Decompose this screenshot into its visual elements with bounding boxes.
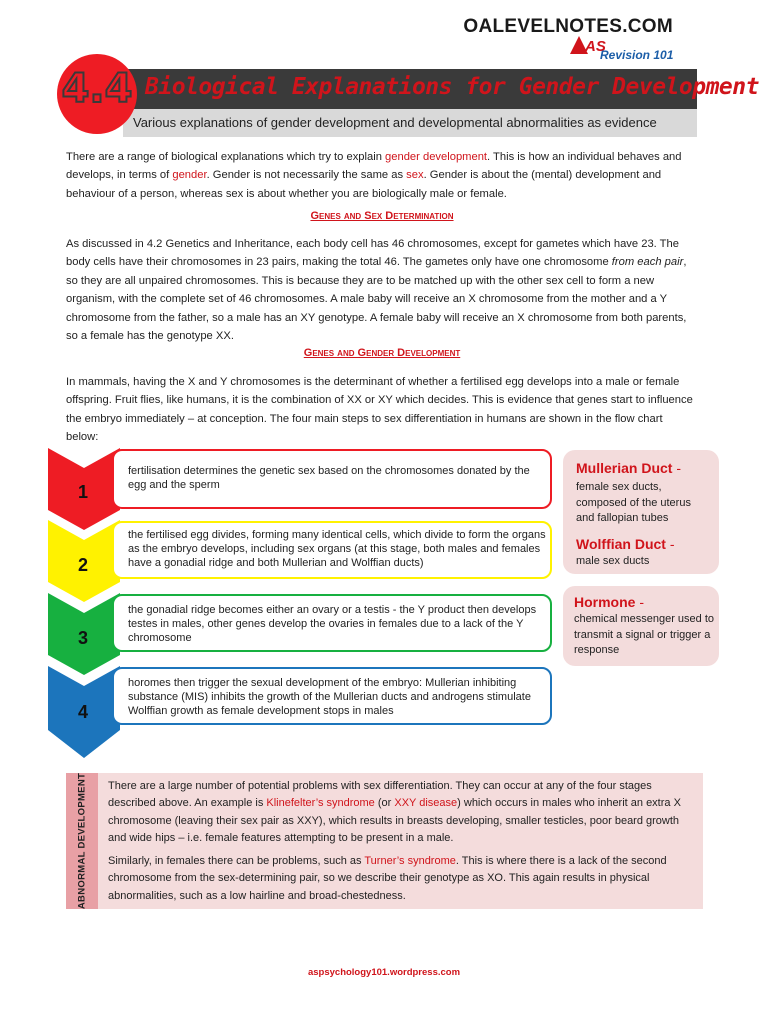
def-wolffian-duct: male sex ducts bbox=[576, 555, 650, 567]
term-hormone: Hormone - bbox=[574, 594, 645, 610]
logo-revision: Revision 101 bbox=[600, 48, 674, 62]
keyword-sex: sex bbox=[406, 169, 424, 182]
step-box-1 bbox=[112, 449, 552, 509]
step-text-2: the fertilised egg divides, forming many identical cells, which divide to form the organs as the embryo develops, including sex organs (at this stage, both males and females have a gonadial ridge and both Mullerian and Wolffian ducts) bbox=[128, 529, 546, 569]
footer-link[interactable]: aspsychology101.wordpress.com bbox=[307, 967, 461, 978]
abnormal-paragraph-2: Similarly, in females there can be problems, such as Turner’s syndrome. This is where there is a lack of the second chromosome from the sex-determining pair, so we describe their genotype as XO. This again results in physical abnormalities, such as a low hairline and broad-chestedness. bbox=[108, 855, 667, 902]
section1-paragraph: As discussed in 4.2 Genetics and Inheritance, each body cell has 46 chromosomes, except for gametes which have 23. The body cells have their chromosomes in 23 pairs, making the total 46. The gametes only have one chromosome from each pair, so they are all unpaired chromosomes. This is because they are to be matched up with the other sex cell to form a new organism, with the complete set of 46 chromosomes. A male baby will receive an X chromosome from the mother and a Y chromosome from the father, so a male has an XY genotype. A female baby will receive an X chromosome from both parents, so a female has the genotype XX. bbox=[66, 238, 687, 343]
abnormal-label: ABNORMAL DEVELOPMENT bbox=[76, 772, 88, 910]
keyword-gender-development: gender development bbox=[385, 151, 488, 163]
glossary-hormone-box bbox=[563, 586, 719, 666]
site-brand: OALEVELNOTES.COM bbox=[463, 16, 673, 37]
step-text-1: fertilisation determines the genetic sex based on the chromosomes donated by the egg and the sperm bbox=[128, 465, 530, 491]
term-mullerian-duct: Mullerian Duct - bbox=[576, 460, 682, 476]
step-box-4 bbox=[112, 667, 552, 725]
def-mullerian-duct: female sex ducts, composed of the uterus and fallopian tubes bbox=[576, 481, 691, 524]
heading-genes-sex-determination: Genes and Sex Determination bbox=[310, 210, 454, 222]
keyword-xxy: XXY disease bbox=[394, 797, 458, 810]
keyword-turner: Turner’s syndrome bbox=[364, 855, 456, 867]
step-number-4: 4 bbox=[77, 702, 88, 722]
glossary-ducts-box bbox=[563, 450, 719, 574]
step-number-1: 1 bbox=[77, 482, 88, 502]
term-wolffian-duct: Wolffian Duct - bbox=[576, 536, 675, 552]
keyword-gender: gender bbox=[172, 169, 207, 182]
intro-paragraph: There are a range of biological explanations which try to explain gender development. This is how an individual behaves and develops, in terms of gender. Gender is not necessarily the same as sex. Gender is about the (mental) development and behaviour of a person, whereas sex is about whether you are biologically male or female. bbox=[66, 151, 682, 200]
page-title: Biological Explanations for Gender Development bbox=[145, 74, 759, 100]
abnormal-paragraph-1: There are a large number of potential problems with sex differentiation. They can occur at any of the four stages described above. An example is Klinefelter’s syndrome (or XXY disease) which occurs in males who inherit an extra X chromosome (leaving their sex pair as XXY), which results in breasts developing, smaller testicles, poor beard growth and wide hips – i.e. female features attempting to be present in a male. bbox=[108, 780, 681, 845]
section2-paragraph: In mammals, having the X and Y chromosomes is the determinant of whether a fertilised egg develops into a male or female offspring. Fruit flies, like humans, it is the combination of XX or XY which decides. This is evidence that genes start to influence the embryo immediately – at conception. The four main steps to sex differentiation in humans are shown in the flow chart below: bbox=[66, 376, 693, 444]
step-text-3: the gonadial ridge becomes either an ovary or a testis - the Y product then develops testes in males, other genes develop the ovaries in females due to a lack of the Y chromosome bbox=[128, 604, 537, 644]
keyword-klinefelter: Klinefelter’s syndrome bbox=[266, 797, 375, 810]
step-box-2 bbox=[112, 521, 552, 579]
logo-as: AS bbox=[585, 38, 606, 55]
step-number-2: 2 bbox=[77, 555, 88, 575]
step-number-3: 3 bbox=[77, 628, 88, 648]
heading-genes-gender-development: Genes and Gender Development bbox=[303, 347, 461, 359]
step-text-4: horomes then trigger the sexual development of the embryo: Mullerian inhibiting substance (MIS) inhibits the growth of the Mullerian ducts and androgens stimulate Wolffian growth as female development stops in males bbox=[128, 677, 531, 717]
section-number: 4.4 bbox=[61, 66, 133, 112]
step-box-3 bbox=[112, 594, 552, 652]
page-subtitle: Various explanations of gender development and developmental abnormalities as evidence bbox=[133, 115, 657, 130]
def-hormone: chemical messenger used to transmit a signal or trigger a response bbox=[574, 613, 715, 656]
